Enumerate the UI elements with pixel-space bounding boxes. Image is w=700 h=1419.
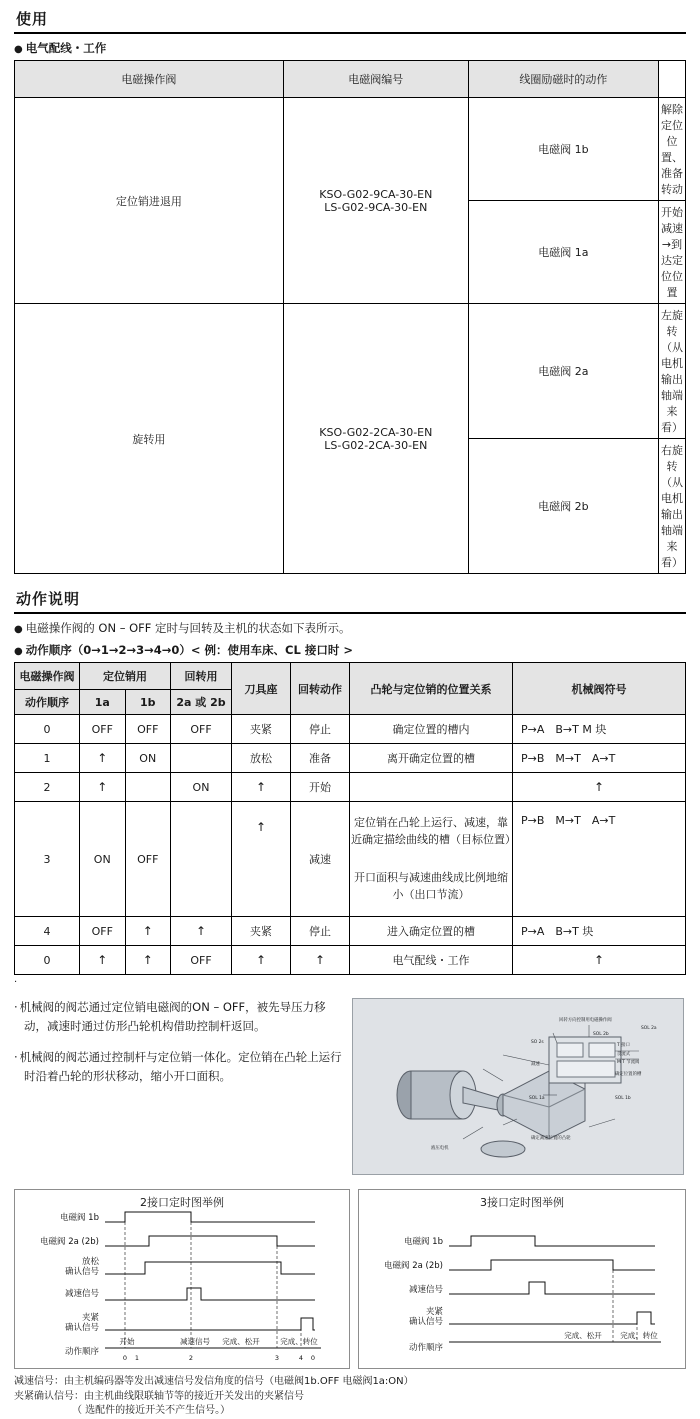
op-tool-5: ↑: [232, 946, 291, 975]
svg-text:完成、转位: 完成、转位: [620, 1331, 658, 1340]
explanation-paragraph-1: [14, 998, 344, 1036]
svg-text:动作顺序: 动作顺序: [408, 1343, 443, 1353]
timing-chart-3port: [358, 1189, 686, 1369]
svg-text:SO 2s: SO 2s: [531, 1040, 544, 1045]
svg-text:完成、松开: 完成、松开: [564, 1331, 602, 1340]
assembly-illustration: [352, 998, 684, 1175]
table-row: [15, 304, 686, 439]
valve-code: KSO-G02-2CA-30-EN: [319, 425, 433, 439]
op-2-1: [171, 744, 232, 773]
op-header-rot: 回转用: [171, 663, 232, 690]
op-tool-4: 夹紧: [232, 917, 291, 946]
svg-text:减速信号: 减速信号: [180, 1337, 210, 1346]
dash-icon: ·: [14, 1049, 18, 1064]
op-1b-3: OFF: [125, 802, 171, 917]
svg-text:SOL 1a: SOL 1a: [529, 1096, 545, 1101]
svg-text:减速信号: 减速信号: [64, 1289, 99, 1299]
op-header-rotact: 回转动作: [291, 663, 350, 715]
op-1b-4: ↑: [125, 917, 171, 946]
svg-text:夹紧: 夹紧: [425, 1307, 443, 1317]
valve-code: KSO-G02-9CA-30-EN: [319, 187, 433, 201]
svg-text:完成、转位: 完成、转位: [280, 1337, 318, 1346]
svg-text:确认信号: 确认信号: [408, 1317, 443, 1327]
wiring-header-action: 线圈励磁时的动作: [468, 61, 658, 98]
op-seq-0: 0: [15, 715, 80, 744]
bullet-icon: ●: [14, 646, 23, 657]
wiring-valves-2: [283, 304, 468, 574]
op-1a-1: ↑: [80, 744, 126, 773]
wiring-header-valve: 电磁操作阀: [15, 61, 284, 98]
op-sym-5: ↑: [513, 946, 686, 975]
op-seq-5: 0: [15, 946, 80, 975]
op-sym-2: ↑: [513, 773, 686, 802]
wiring-action-1a: 开始减速→到达定位位置: [659, 201, 686, 304]
op-2-2: ON: [171, 773, 232, 802]
svg-text:3: 3: [274, 1354, 280, 1362]
svg-text:液压电机: 液压电机: [431, 1146, 449, 1151]
op-1a-3: ON: [80, 802, 126, 917]
op-rot-0: 停止: [291, 715, 350, 744]
op-2-5: OFF: [171, 946, 232, 975]
op-tool-2: ↑: [232, 773, 291, 802]
wiring-no-2b: 电磁阀 2b: [468, 439, 658, 574]
op-cam-3-line1: 定位销在凸轮上运行、减速，靠近确定描绘曲线的槽（目标位置）: [351, 816, 516, 846]
timing-chart-2port-svg: [15, 1208, 351, 1388]
wiring-header-number: 电磁阀编号: [283, 61, 468, 98]
wiring-group-1: 定位销进退用: [15, 98, 284, 304]
op-header-tool: 刀具座: [232, 663, 291, 715]
valve-code: LS-G02-2CA-30-EN: [324, 438, 428, 452]
wiring-table: [14, 60, 686, 574]
operation-sequence-table: [14, 662, 686, 975]
op-cam-0: 确定位置的槽内: [350, 715, 513, 744]
operation-note-1-label: 电磁操作阀的 ON – OFF 定时与回转及主机的状态如下表所示。: [25, 621, 351, 635]
svg-text:SOL 2a: SOL 2a: [641, 1026, 657, 1031]
op-cam-1: 离开确定位置的槽: [350, 744, 513, 773]
table-row: [15, 917, 686, 946]
op-rot-1: 准备: [291, 744, 350, 773]
op-1a-0: OFF: [80, 715, 126, 744]
table-row: [15, 98, 686, 201]
op-seq-1: 1: [15, 744, 80, 773]
svg-text:动作顺序: 动作顺序: [64, 1347, 99, 1357]
explanation-paragraph-1-text: 机械阀的阀芯通过定位销电磁阀的ON – OFF，被先导压力移动，减速时通过仿形凸轮机构借助控制杆返回。: [19, 1000, 326, 1033]
wiring-no-1a: 电磁阀 1a: [468, 201, 658, 304]
svg-text:贯流式: 贯流式: [617, 1052, 631, 1057]
operation-note-2-label: 动作顺序（0→1→2→3→4→0）< 例：使用车床、CL 接口时 >: [25, 643, 353, 657]
table-row: [15, 663, 686, 690]
op-1b-0: OFF: [125, 715, 171, 744]
table-row: [15, 715, 686, 744]
op-header-1b: 1b: [125, 690, 171, 715]
svg-text:确定减速位置的凸轮: 确定减速位置的凸轮: [531, 1136, 571, 1141]
bullet-icon: ●: [14, 44, 23, 55]
timing-chart-3port-svg: [359, 1230, 687, 1410]
op-sym-0: P→A B→T M 块: [513, 715, 686, 744]
op-1b-2: [125, 773, 171, 802]
usage-section-title: 使用: [14, 6, 686, 34]
svg-text:T 接口: T 接口: [617, 1043, 630, 1048]
svg-text:SOL 2b: SOL 2b: [593, 1032, 609, 1037]
svg-text:2: 2: [188, 1354, 194, 1362]
svg-text:1: 1: [134, 1354, 140, 1362]
footnote-2: 夹紧确认信号：由主机曲线限联轴节等的接近开关发出的夹紧信号: [14, 1390, 304, 1402]
op-1a-5: ↑: [80, 946, 126, 975]
footnote-1: 减速信号：由主机编码器等发出减速信号发信角度的信号（电磁阀1b.OFF 电磁阀1a:ON）: [14, 1376, 414, 1387]
svg-text:电磁阀 1b: 电磁阀 1b: [59, 1213, 99, 1223]
op-rot-2: 开始: [291, 773, 350, 802]
wiring-action-1b: 解除定位位置、准备转动: [659, 98, 686, 201]
svg-text:减速信号: 减速信号: [408, 1285, 443, 1295]
svg-text:夹紧: 夹紧: [81, 1313, 99, 1323]
explanation-paragraph-2: [14, 1048, 344, 1086]
operation-note-2: [14, 642, 686, 658]
op-cam-2: [350, 773, 513, 802]
op-sym-4: P→A B→T 块: [513, 917, 686, 946]
table-row: [15, 773, 686, 802]
op-2-3: [171, 802, 232, 917]
wiring-action-2a: 左旋转（从电机输出轴端来看）: [659, 304, 686, 439]
wiring-valves-1: [283, 98, 468, 304]
svg-text:0: 0: [122, 1354, 128, 1362]
op-2-4: ↑: [171, 917, 232, 946]
explanation-paragraph-2-text: 机械阀的阀芯通过控制杆与定位销一体化。定位销在凸轮上运行时沿着凸轮的形状移动，缩小开口面积。: [19, 1049, 342, 1083]
op-header-seq: 动作顺序: [15, 690, 80, 715]
timing-charts-row: [14, 1189, 686, 1369]
op-seq-2: 2: [15, 773, 80, 802]
op-header-valve: 电磁操作阀: [15, 663, 80, 690]
assembly-illustration-svg: [353, 999, 683, 1174]
svg-text:SOL 1b: SOL 1b: [615, 1096, 631, 1101]
timing-chart-2port: [14, 1189, 350, 1369]
op-tool-0: 夹紧: [232, 715, 291, 744]
wiring-group-2: 旋转用: [15, 304, 284, 574]
svg-text:0: 0: [310, 1354, 316, 1362]
svg-text:减速: 减速: [531, 1062, 540, 1067]
op-seq-4: 4: [15, 917, 80, 946]
explanation-text: [14, 998, 344, 1175]
operation-section-title: 动作说明: [14, 586, 686, 614]
svg-text:确定位置的槽: 确定位置的槽: [615, 1072, 642, 1077]
svg-text:确认信号: 确认信号: [64, 1267, 99, 1277]
op-header-cam: 凸轮与定位销的位置关系: [350, 663, 513, 715]
footnote-3: （ 选配件的接近开关不产生信号。）: [72, 1405, 231, 1416]
svg-text:电磁阀 1b: 电磁阀 1b: [403, 1237, 443, 1247]
op-1a-2: ↑: [80, 773, 126, 802]
svg-text:回转方向控制用电磁操作阀: 回转方向控制用电磁操作阀: [559, 1018, 612, 1023]
svg-text:开始: 开始: [119, 1337, 135, 1346]
explanation-row: [14, 998, 686, 1175]
page-root: [0, 6, 700, 1416]
dash-icon: ·: [14, 1000, 18, 1014]
op-header-symbol: 机械阀符号: [513, 663, 686, 715]
op-cam-3: [350, 802, 516, 917]
svg-text:4: 4: [298, 1354, 304, 1362]
op-1a-4: OFF: [80, 917, 126, 946]
op-tool-1: 放松: [232, 744, 291, 773]
op-rot-4: 停止: [291, 917, 350, 946]
trailing-dot: ·: [14, 977, 18, 988]
table-row: [15, 946, 686, 975]
timing-chart-2port-title: 2接口定时图举例: [140, 1196, 224, 1209]
bullet-icon: ●: [14, 624, 23, 635]
usage-bullet: [14, 40, 686, 56]
op-2-0: OFF: [171, 715, 232, 744]
op-sym-3: P→B M→T A→T: [513, 802, 686, 917]
op-rot-3: 减速: [291, 802, 350, 917]
op-sym-1: P→B M→T A→T: [513, 744, 686, 773]
svg-text:完成、松开: 完成、松开: [222, 1337, 260, 1346]
op-header-1a: 1a: [80, 690, 126, 715]
table-row: [15, 802, 686, 917]
op-1b-1: ON: [125, 744, 171, 773]
op-header-2ab: 2a 或 2b: [171, 690, 232, 715]
op-seq-3: 3: [15, 802, 80, 917]
op-1b-5: ↑: [125, 946, 171, 975]
op-header-pin: 定位销用: [80, 663, 171, 690]
wiring-no-1b: 电磁阀 1b: [468, 98, 658, 201]
op-cam-3-line2: 开口面积与减速曲线成比例地缩小（出口节流）: [354, 871, 508, 901]
usage-bullet-label: 电气配线・工作: [25, 41, 107, 55]
op-tool-3: ↑: [232, 802, 291, 917]
svg-text:确认信号: 确认信号: [64, 1323, 99, 1333]
wiring-no-2a: 电磁阀 2a: [468, 304, 658, 439]
op-cam-4: 进入确定位置的槽: [350, 917, 513, 946]
table-row: [15, 61, 686, 98]
valve-code: LS-G02-9CA-30-EN: [324, 200, 428, 214]
timing-chart-3port-title: 3接口定时图举例: [480, 1196, 564, 1209]
svg-text:M T 节流阀: M T 节流阀: [617, 1060, 640, 1065]
svg-text:电磁阀 2a (2b): 电磁阀 2a (2b): [384, 1261, 443, 1271]
operation-note-1: [14, 620, 686, 636]
op-cam-5: 电气配线・工作: [350, 946, 513, 975]
op-rot-5: ↑: [291, 946, 350, 975]
table-row: [15, 744, 686, 773]
svg-text:放松: 放松: [81, 1257, 99, 1267]
svg-text:电磁阀 2a (2b): 电磁阀 2a (2b): [40, 1237, 99, 1247]
wiring-action-2b: 右旋转（从电机输出轴端来看）: [659, 439, 686, 574]
